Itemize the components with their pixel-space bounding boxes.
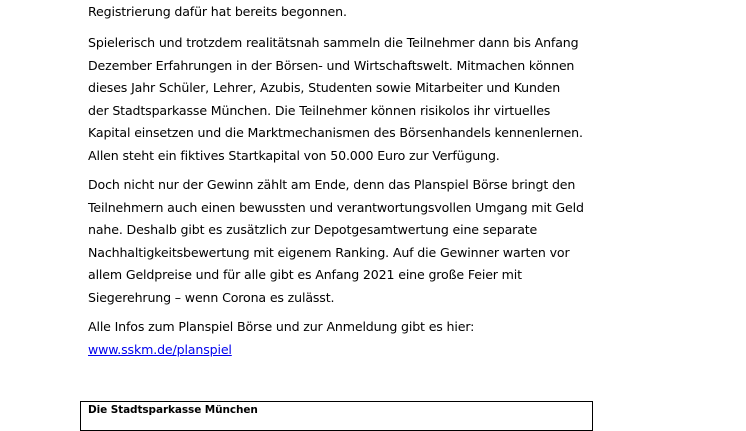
text-line: Doch nicht nur der Gewinn zählt am Ende, denn das Planspiel Börse bringt den	[88, 177, 576, 192]
text-line: Teilnehmern auch einen bewussten und verantwortungsvollen Umgang mit Geld	[88, 199, 584, 215]
text-line: Kapital einsetzen und die Marktmechanismen des Börsenhandels kennenlernen.	[88, 125, 583, 141]
text-line: Dezember Erfahrungen in der Börsen- und Wirtschaftswelt. Mitmachen können	[88, 57, 575, 73]
text-line: dieses Jahr Schüler, Lehrer, Azubis, Studenten sowie Mitarbeiter und Kunden	[88, 80, 561, 96]
text-line: Allen steht ein fiktives Startkapital von 50.000 Euro zur Verfügung.	[88, 147, 500, 163]
paragraph-sustainability	[88, 174, 584, 310]
text-line: Nachhaltigkeitsbewertung mit eigenem Ranking. Auf die Gewinner warten vor	[88, 244, 570, 260]
text-line: Registrierung dafür hat bereits begonnen.	[88, 4, 347, 19]
info-box	[80, 401, 593, 431]
paragraph-info-link	[88, 316, 474, 361]
text-line: der Stadtsparkasse München. Die Teilnehmer können risikolos ihr virtuelles	[88, 102, 551, 118]
text-line: nahe. Deshalb gibt es zusätzlich zur Depotgesamtwertung eine separate	[88, 222, 538, 238]
paragraph-registration	[88, 1, 347, 24]
planspiel-link[interactable]: www.sskm.de/planspiel	[88, 341, 232, 357]
text-line: allem Geldpreise und für alle gibt es Anfang 2021 eine große Feier mit	[88, 267, 522, 283]
text-line: Spielerisch und trotzdem realitätsnah sammeln die Teilnehmer dann bis Anfang	[88, 35, 579, 50]
info-box-title: Die Stadtsparkasse München	[88, 404, 258, 416]
text-line: Alle Infos zum Planspiel Börse und zur Anmeldung gibt es hier:	[88, 319, 475, 334]
text-line: Siegerehrung – wenn Corona es zulässt.	[88, 289, 335, 305]
paragraph-game-description	[88, 32, 583, 168]
link-line	[88, 339, 474, 362]
